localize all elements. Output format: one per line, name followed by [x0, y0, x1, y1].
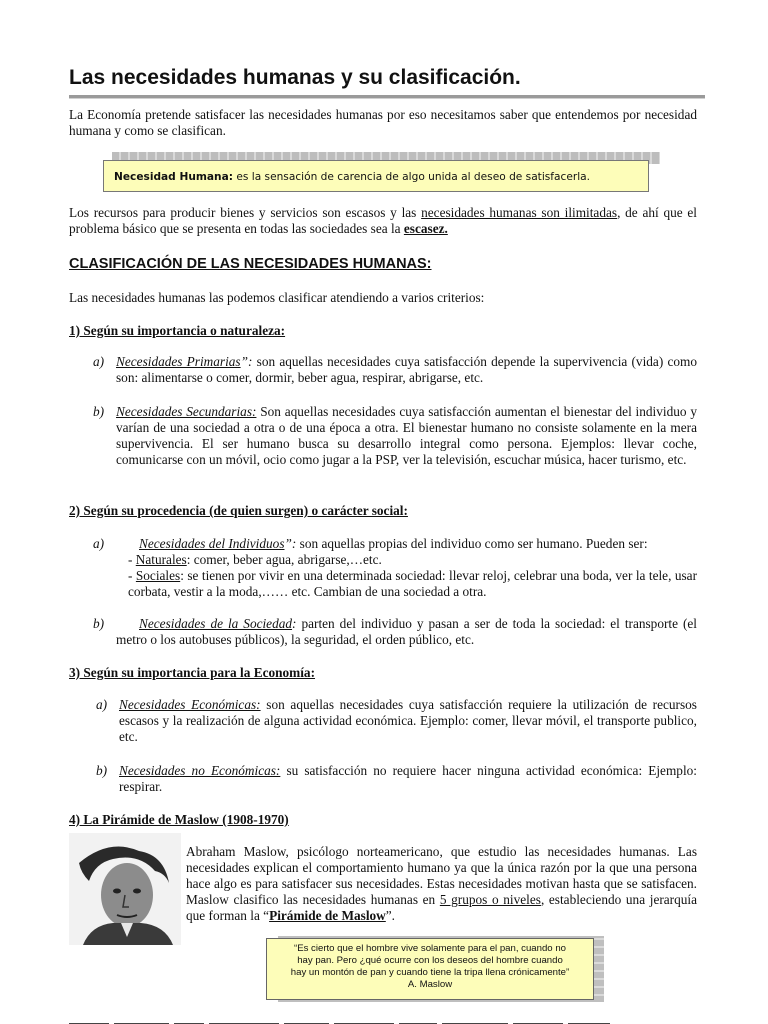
criterion-2-a-term-suffix: ”:: [284, 536, 297, 551]
criterion-1-b-term: Necesidades Secundarias:: [116, 404, 257, 419]
criterion-2-b-body: parten del individuo y pasan a ser de toda la sociedad: el transporte (el metro o los autobuses públicos), la seguridad, el orden público, etc.: [116, 616, 697, 647]
criterion-2-heading: 2) Según su procedencia (de quien surgen) o carácter social:: [69, 503, 408, 518]
resources-underlined: necesidades humanas son ilimitadas: [421, 205, 618, 220]
criterion-4-heading: 4) La Pirámide de Maslow (1908-1970): [69, 812, 289, 827]
classification-intro: Las necesidades humanas las podemos clasificar atendiendo a varios criterios:: [69, 290, 485, 305]
criterion-2-b-text: [116, 616, 697, 648]
definition-term: Necesidad Humana:: [114, 171, 233, 183]
criterion-3-b-term: Necesidades no Económicas:: [119, 763, 281, 778]
criterion-1-a-letter: a): [93, 354, 105, 369]
criterion-3-b-body: su satisfacción no requiere hacer ninguna actividad económica: Ejemplo: respirar.: [119, 763, 697, 794]
criterion-3-b-letter: b): [96, 763, 108, 778]
criterion-2-a-sub-naturales: [128, 552, 697, 568]
criterion-2-a-text: [139, 536, 697, 552]
sub-sociales-term: Sociales: [135, 568, 181, 583]
criterion-1-b-letter: b): [93, 404, 105, 419]
criterion-1-a-term-suffix: ”:: [240, 354, 253, 369]
criterion-1-a-body: son aquellas necesidades cuya satisfacción depende la supervivencia (vida) como son: alimentarse o comer, dormir, beber agua, respirar, abrigarse, etc.: [116, 354, 697, 385]
criterion-2-b-term-suffix: :: [292, 616, 297, 631]
maslow-paragraph: [186, 844, 697, 924]
maslow-portrait-icon: [69, 833, 181, 945]
definition-box: [103, 160, 649, 192]
resources-text-middle: , de ahí que el problema básico que se presenta en todas las sociedades sea la: [69, 205, 697, 236]
maslow-five-groups: 5 grupos o niveles: [439, 892, 541, 907]
sub-sociales-text: : se tienen por vivir en una determinada sociedad: llevar reloj, celebrar una boda, ver la tele, usar corbata, vestir a la moda,…… etc. Cambian de una sociedad a otra.: [128, 568, 697, 599]
criterion-2-a-body: son aquellas propias del individuo como ser humano. Pueden ser:: [296, 536, 648, 551]
page-title: Las necesidades humanas y su clasificación.: [69, 66, 521, 89]
criterion-3-a-text: [119, 697, 697, 745]
criterion-1-a-term: Necesidades Primarias: [116, 354, 241, 369]
resources-bold-word: escasez.: [403, 221, 448, 236]
criterion-2-b-letter: b): [93, 616, 105, 631]
sub-naturales-dash: -: [128, 552, 136, 567]
cut-off-next-line: [69, 1014, 697, 1024]
classification-heading: CLASIFICACIÓN DE LAS NECESIDADES HUMANAS:: [69, 256, 432, 272]
title-rule: [69, 95, 705, 99]
quote-line-2: hay pan. Pero ¿qué ocurre con los deseos del hombre cuando: [297, 955, 563, 966]
criterion-3-a-term: Necesidades Económicas:: [119, 697, 261, 712]
maslow-text-after: ”.: [385, 908, 396, 923]
quote-line-1: “Es cierto que el hombre vive solamente para el pan, cuando no: [294, 943, 566, 954]
criterion-2-a-term: Necesidades del Individuos: [139, 536, 285, 551]
intro-paragraph: La Economía pretende satisfacer las necesidades humanas por eso necesitamos saber que entendemos por necesidad humana y como se clasifican.: [69, 107, 697, 138]
resources-text-before: Los recursos para producir bienes y servicios son escasos y las: [69, 205, 422, 220]
criterion-1-heading: 1) Según su importancia o naturaleza:: [69, 323, 286, 338]
criterion-2-a-sub-sociales: [128, 568, 697, 600]
maslow-text-before: Abraham Maslow, psicólogo norteamericano, que estudio las necesidades humanas. Las necesidades explican el comportamiento humano ya que la única razón por la que una persona hace algo es para satisfacer sus necesidades. Estas necesidades motivan hasta que se satisfacen. Maslow clasifico las necesidades humanas en: [186, 844, 697, 907]
criterion-2-a-letter: a): [93, 536, 105, 551]
criterion-1-b-text: [116, 404, 697, 468]
sub-naturales-term: Naturales: [135, 552, 187, 567]
criterion-3-a-body: son aquellas necesidades cuya satisfacción requiere la utilización de recursos escasos y la realización de alguna actividad económica. Ejemplo: comer, llevar móvil, el transporte publico, etc.: [119, 697, 697, 744]
criterion-3-a-letter: a): [96, 697, 108, 712]
resources-paragraph: [69, 205, 697, 237]
sub-naturales-text: : comer, beber agua, abrigarse,…etc.: [186, 552, 382, 567]
criterion-3-heading: 3) Según su importancia para la Economía:: [69, 665, 316, 680]
sub-sociales-dash: -: [128, 568, 136, 583]
maslow-pyramid-term: Pirámide de Maslow: [269, 908, 386, 923]
criterion-3-b-text: [119, 763, 697, 795]
maslow-portrait-image: [69, 833, 181, 945]
quote-line-3: hay un montón de pan y cuando tiene la tripa llena crónicamente”: [290, 967, 570, 978]
maslow-quote-box: [266, 938, 594, 1000]
definition-text: es la sensación de carencia de algo unida al deseo de satisfacerla.: [232, 171, 591, 183]
criterion-1-b-body: Son aquellas necesidades cuya satisfacción aumentan el bienestar del individuo y varían de una sociedad a otra o de una época a otra. El bienestar humano no consiste solamente en la mera supervivencia. El ser humano busca su desarrollo integral como persona. Ejemplos: llevar coche, comunicarse con un móvil, ocio como jugar a la PSP, ver la televisión, escuchar música, hacer turismo, etc.: [116, 404, 697, 467]
criterion-1-a-text: [116, 354, 697, 386]
maslow-text-middle: , estableciendo una jerarquía que forman la “: [186, 892, 697, 923]
quote-author: A. Maslow: [407, 979, 453, 990]
criterion-2-b-term: Necesidades de la Sociedad: [139, 616, 293, 631]
